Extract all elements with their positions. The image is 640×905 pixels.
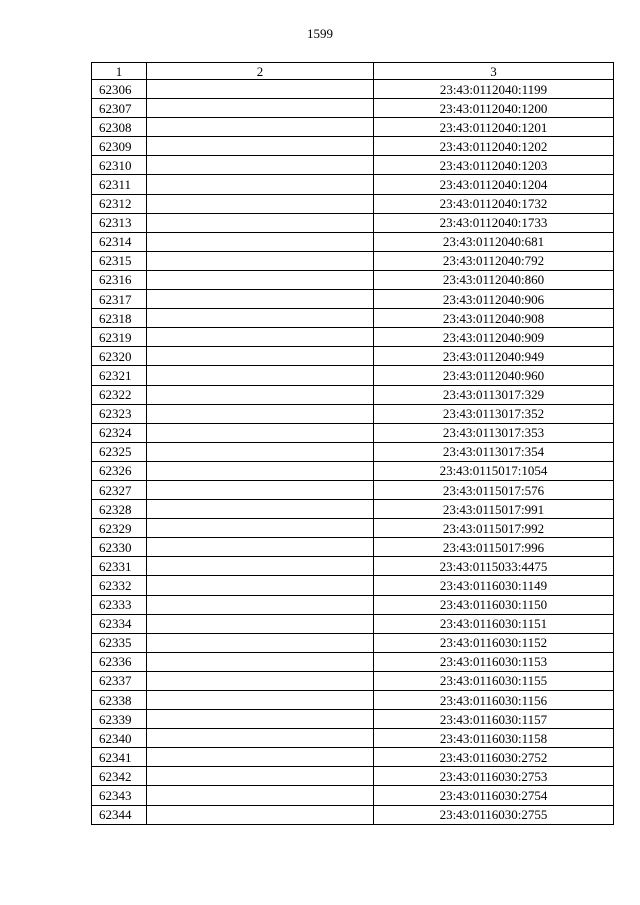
row-description-cell — [147, 729, 374, 748]
cadastral-number-cell: 23:43:0115017:991 — [374, 500, 614, 519]
row-description-cell — [147, 347, 374, 366]
row-description-cell — [147, 652, 374, 671]
row-description-cell — [147, 767, 374, 786]
table-row — [92, 461, 614, 480]
cadastral-number-cell: 23:43:0115017:576 — [374, 480, 614, 499]
table-row — [92, 251, 614, 270]
cadastral-number-cell: 23:43:0112040:1732 — [374, 194, 614, 213]
row-description-cell — [147, 595, 374, 614]
table-row — [92, 557, 614, 576]
cadastral-number-cell: 23:43:0116030:2754 — [374, 786, 614, 805]
table-row — [92, 232, 614, 251]
row-description-cell — [147, 576, 374, 595]
row-number-cell: 62341 — [92, 748, 147, 767]
row-number-cell: 62317 — [92, 290, 147, 309]
row-number-cell: 62337 — [92, 671, 147, 690]
row-number-cell: 62311 — [92, 175, 147, 194]
row-number-cell: 62327 — [92, 480, 147, 499]
row-number-cell: 62339 — [92, 710, 147, 729]
table-row — [92, 576, 614, 595]
cadastral-number-cell: 23:43:0112040:908 — [374, 309, 614, 328]
table-row — [92, 691, 614, 710]
row-description-cell — [147, 270, 374, 289]
row-description-cell — [147, 748, 374, 767]
table-row — [92, 748, 614, 767]
row-description-cell — [147, 633, 374, 652]
cadastral-number-cell: 23:43:0112040:1201 — [374, 118, 614, 137]
table-row — [92, 614, 614, 633]
row-description-cell — [147, 557, 374, 576]
header-row — [92, 63, 614, 80]
table-row — [92, 80, 614, 99]
row-description-cell — [147, 290, 374, 309]
row-description-cell — [147, 251, 374, 270]
row-description-cell — [147, 175, 374, 194]
row-number-cell: 62340 — [92, 729, 147, 748]
table-row — [92, 442, 614, 461]
row-number-cell: 62328 — [92, 500, 147, 519]
row-number-cell: 62309 — [92, 137, 147, 156]
row-number-cell: 62329 — [92, 519, 147, 538]
table-row — [92, 767, 614, 786]
row-number-cell: 62312 — [92, 194, 147, 213]
row-number-cell: 62313 — [92, 213, 147, 232]
table-row — [92, 270, 614, 289]
row-description-cell — [147, 538, 374, 557]
row-number-cell: 62307 — [92, 99, 147, 118]
page-number: 1599 — [307, 26, 333, 41]
cadastral-number-cell: 23:43:0113017:352 — [374, 404, 614, 423]
row-number-cell: 62310 — [92, 156, 147, 175]
table-row — [92, 347, 614, 366]
row-description-cell — [147, 691, 374, 710]
cadastral-number-cell: 23:43:0116030:1157 — [374, 710, 614, 729]
cadastral-number-cell: 23:43:0112040:906 — [374, 290, 614, 309]
cadastral-number-cell: 23:43:0113017:329 — [374, 385, 614, 404]
row-description-cell — [147, 366, 374, 385]
table-row — [92, 500, 614, 519]
row-number-cell: 62319 — [92, 328, 147, 347]
row-number-cell: 62325 — [92, 442, 147, 461]
row-number-cell: 62344 — [92, 805, 147, 824]
table-row — [92, 175, 614, 194]
cadastral-number-cell: 23:43:0116030:1158 — [374, 729, 614, 748]
cadastral-number-cell: 23:43:0116030:1150 — [374, 595, 614, 614]
cadastral-number-cell: 23:43:0112040:949 — [374, 347, 614, 366]
row-number-cell: 62342 — [92, 767, 147, 786]
cadastral-number-cell: 23:43:0112040:1200 — [374, 99, 614, 118]
row-number-cell: 62326 — [92, 461, 147, 480]
row-description-cell — [147, 194, 374, 213]
row-number-cell: 62314 — [92, 232, 147, 251]
row-number-cell: 62336 — [92, 652, 147, 671]
cadastral-number-cell: 23:43:0115033:4475 — [374, 557, 614, 576]
cadastral-number-cell: 23:43:0115017:1054 — [374, 461, 614, 480]
row-number-cell: 62335 — [92, 633, 147, 652]
cadastral-number-cell: 23:43:0116030:1149 — [374, 576, 614, 595]
table-row — [92, 786, 614, 805]
cadastral-number-cell: 23:43:0113017:354 — [374, 442, 614, 461]
table-row — [92, 538, 614, 557]
table-row — [92, 595, 614, 614]
row-number-cell: 62333 — [92, 595, 147, 614]
table-row — [92, 519, 614, 538]
row-description-cell — [147, 671, 374, 690]
table-row — [92, 729, 614, 748]
cadastral-number-cell: 23:43:0116030:1151 — [374, 614, 614, 633]
row-description-cell — [147, 309, 374, 328]
table-row — [92, 99, 614, 118]
cadastral-number-cell: 23:43:0116030:2755 — [374, 805, 614, 824]
row-description-cell — [147, 232, 374, 251]
cadastral-number-cell: 23:43:0116030:1153 — [374, 652, 614, 671]
table-row — [92, 137, 614, 156]
row-number-cell: 62334 — [92, 614, 147, 633]
cadastral-number-cell: 23:43:0112040:1202 — [374, 137, 614, 156]
cadastral-number-cell: 23:43:0112040:909 — [374, 328, 614, 347]
cadastral-number-cell: 23:43:0116030:2752 — [374, 748, 614, 767]
row-description-cell — [147, 213, 374, 232]
table-row — [92, 328, 614, 347]
row-description-cell — [147, 480, 374, 499]
column-header-2: 2 — [147, 63, 374, 80]
row-number-cell: 62343 — [92, 786, 147, 805]
row-description-cell — [147, 805, 374, 824]
cadastral-number-cell: 23:43:0112040:792 — [374, 251, 614, 270]
row-description-cell — [147, 328, 374, 347]
row-number-cell: 62308 — [92, 118, 147, 137]
cadastral-number-cell: 23:43:0116030:1155 — [374, 671, 614, 690]
row-number-cell: 62306 — [92, 80, 147, 99]
cadastral-number-cell: 23:43:0115017:996 — [374, 538, 614, 557]
cadastral-number-cell: 23:43:0112040:1733 — [374, 213, 614, 232]
row-description-cell — [147, 710, 374, 729]
row-description-cell — [147, 786, 374, 805]
row-description-cell — [147, 423, 374, 442]
row-description-cell — [147, 80, 374, 99]
table-row — [92, 366, 614, 385]
row-number-cell: 62332 — [92, 576, 147, 595]
table-row — [92, 194, 614, 213]
table-row — [92, 423, 614, 442]
row-description-cell — [147, 99, 374, 118]
cadastral-number-cell: 23:43:0112040:860 — [374, 270, 614, 289]
table-row — [92, 213, 614, 232]
row-description-cell — [147, 442, 374, 461]
row-number-cell: 62331 — [92, 557, 147, 576]
row-description-cell — [147, 404, 374, 423]
column-header-1: 1 — [92, 63, 147, 80]
cadastral-number-cell: 23:43:0112040:960 — [374, 366, 614, 385]
table-body — [92, 80, 614, 825]
cadastral-number-cell: 23:43:0116030:1156 — [374, 691, 614, 710]
cadastral-number-cell: 23:43:0112040:1204 — [374, 175, 614, 194]
cadastral-number-cell: 23:43:0116030:2753 — [374, 767, 614, 786]
row-number-cell: 62324 — [92, 423, 147, 442]
table-row — [92, 385, 614, 404]
cadastral-number-cell: 23:43:0112040:681 — [374, 232, 614, 251]
row-description-cell — [147, 519, 374, 538]
cadastral-number-cell: 23:43:0116030:1152 — [374, 633, 614, 652]
row-description-cell — [147, 461, 374, 480]
table-row — [92, 480, 614, 499]
table-row — [92, 118, 614, 137]
row-number-cell: 62338 — [92, 691, 147, 710]
table-row — [92, 156, 614, 175]
row-number-cell: 62320 — [92, 347, 147, 366]
row-number-cell: 62321 — [92, 366, 147, 385]
cadastral-number-cell: 23:43:0112040:1203 — [374, 156, 614, 175]
row-number-cell: 62322 — [92, 385, 147, 404]
row-description-cell — [147, 500, 374, 519]
cadastral-number-cell: 23:43:0113017:353 — [374, 423, 614, 442]
table-row — [92, 290, 614, 309]
row-description-cell — [147, 156, 374, 175]
table-row — [92, 671, 614, 690]
cadastral-number-cell: 23:43:0115017:992 — [374, 519, 614, 538]
cadastral-number-cell: 23:43:0112040:1199 — [374, 80, 614, 99]
row-number-cell: 62316 — [92, 270, 147, 289]
row-description-cell — [147, 385, 374, 404]
table-row — [92, 652, 614, 671]
cadastral-table — [91, 62, 614, 825]
table-header — [92, 63, 614, 80]
table-row — [92, 404, 614, 423]
table-row — [92, 633, 614, 652]
row-number-cell: 62330 — [92, 538, 147, 557]
row-number-cell: 62315 — [92, 251, 147, 270]
column-header-3: 3 — [374, 63, 614, 80]
row-description-cell — [147, 614, 374, 633]
row-description-cell — [147, 137, 374, 156]
table-row — [92, 805, 614, 824]
row-number-cell: 62323 — [92, 404, 147, 423]
table-row — [92, 710, 614, 729]
table-row — [92, 309, 614, 328]
row-number-cell: 62318 — [92, 309, 147, 328]
row-description-cell — [147, 118, 374, 137]
